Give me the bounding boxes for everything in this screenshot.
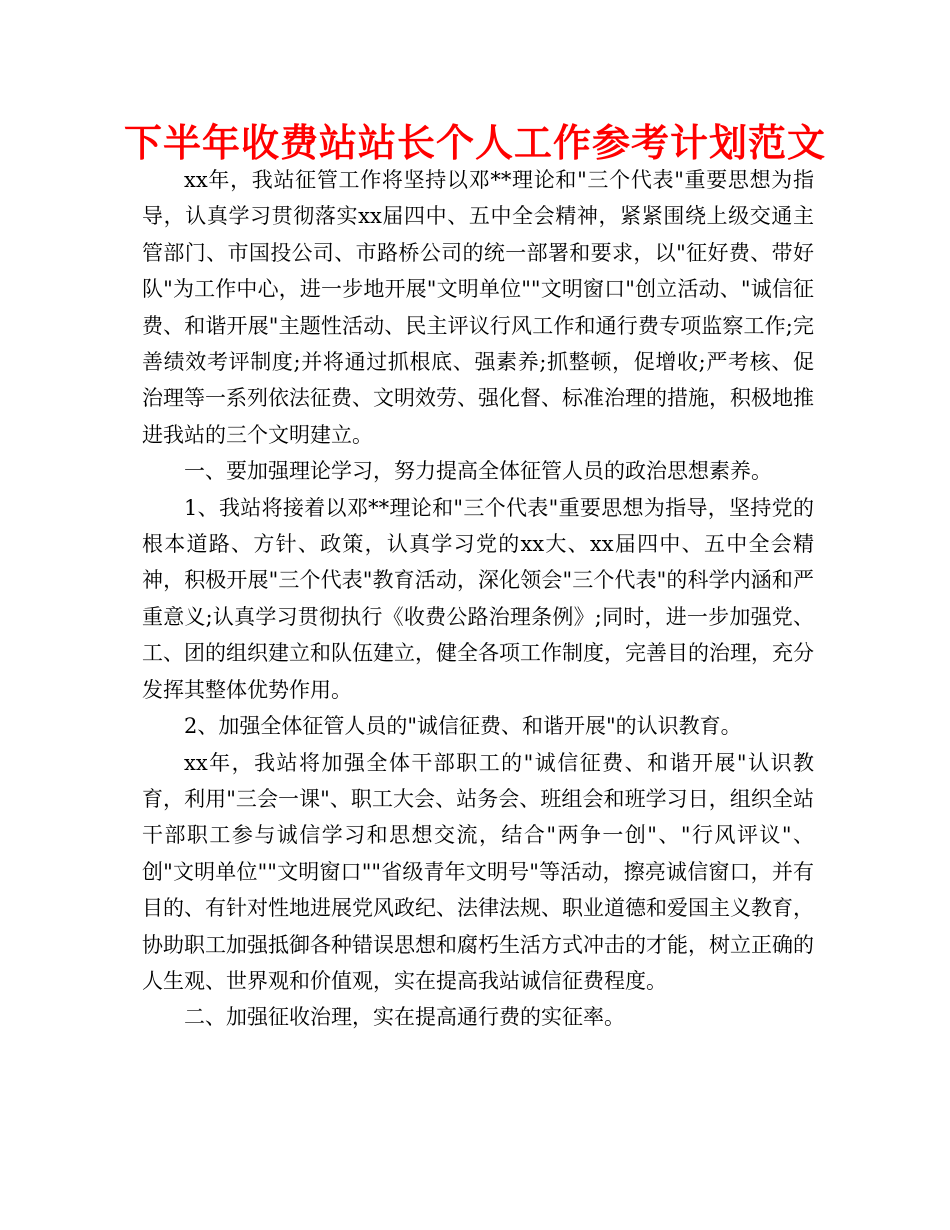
paragraph-item-2-heading: 2、加强全体征管人员的"诚信征费、和谐开展"的认识教育。	[184, 714, 742, 739]
paragraph-item-2-body: xx年，我站将加强全体干部职工的"诚信征费、和谐开展"认识教育，利用"三会一课"、职工大会、站务会、班组会和班学习日，组织全站干部职工参与诚信学习和思想交流，结合"两争一创"、"行风评议"、创"文明单位""文明窗口""省级青年文明号"等活动，擦亮诚信窗口，并有目的、有针对性地进展党风政纪、法律法规、职业道德和爱国主义教育，协助职工加强抵御各种错误思想和腐朽生活方式冲击的才能，树立正确的人生观、世界观和价值观，实在提高我站诚信征费程度。	[142, 750, 814, 993]
section-heading-2: 二、加强征收治理，实在提高通行费的实征率。	[184, 1005, 625, 1030]
paragraph-intro: xx年，我站征管工作将坚持以邓**理论和"三个代表"重要思想为指导，认真学习贯彻落实xx届四中、五中全会精神，紧紧围绕上级交通主管部门、市国投公司、市路桥公司的统一部署和要求，以"征好费、带好队"为工作中心，进一步地开展"文明单位""文明窗口"创立活动、"诚信征费、和谐开展"主题性活动、民主评议行风工作和通行费专项监察工作;完善绩效考评制度;并将通过抓根底、强素养;抓整顿，促增收;严考核、促治理等一系列依法征费、文明效劳、强化督、标准治理的措施，积极地推进我站的三个文明建立。	[142, 168, 814, 447]
document-title: 下半年收费站站长个人工作参考计划范文	[123, 121, 826, 165]
document-body	[142, 162, 814, 1036]
section-heading-1: 一、要加强理论学习，努力提高全体征管人员的政治思想素养。	[184, 459, 772, 484]
paragraph-item-1: 1、我站将接着以邓**理论和"三个代表"重要思想为指导，坚持党的根本道路、方针、政策，认真学习党的xx大、xx届四中、五中全会精神，积极开展"三个代表"教育活动，深化领会"三个代表"的科学内涵和严重意义;认真学习贯彻执行《收费公路治理条例》;同时，进一步加强党、工、团的组织建立和队伍建立，健全各项工作制度，完善目的治理，充分发挥其整体优势作用。	[142, 495, 814, 702]
